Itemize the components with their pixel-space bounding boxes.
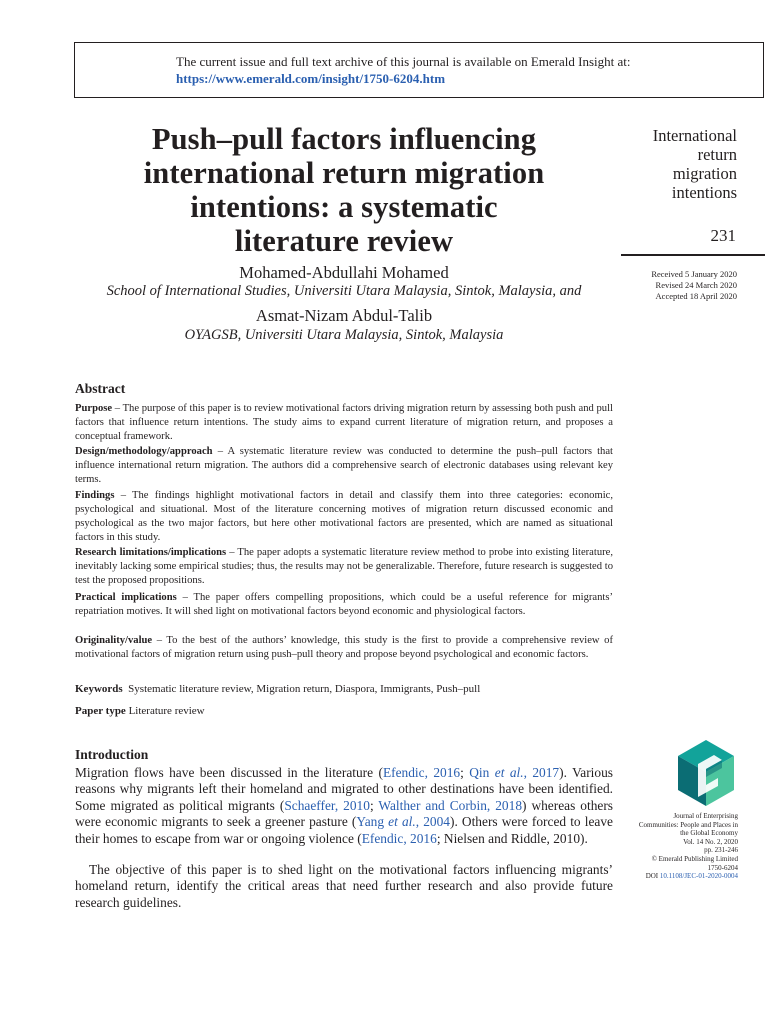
citation-part: , 2004 — [415, 814, 450, 830]
abstract-originality — [75, 634, 613, 662]
section-text: – The findings highlight motivational factors in detail and classify them into three categories: economic, psychological and situational. Most of the literature concerning motives of migration return discussed economic and psychological as the two major factors, but here other motivational factors are presented, which are named as situational factors in this study. — [75, 490, 613, 543]
author-affiliation: School of International Studies, Universiti Utara Malaysia, Sintok, Malaysia, and — [106, 283, 582, 299]
citation-link[interactable]: Efendic, 2016 — [361, 830, 437, 846]
keywords-text: Systematic literature review, Migration return, Diaspora, Immigrants, Push–pull — [128, 683, 481, 695]
keywords — [75, 683, 480, 695]
section-text: – A systematic literature review was conducted to determine the push–pull factors that influence international return migration. The authors did a comprehensive search of electronic databases using relevant key terms. — [75, 446, 613, 485]
margin-rule — [621, 254, 765, 256]
body-text: ). Others were forced to leave their homes to escape from war or ongoing violence ( — [75, 814, 613, 846]
journal-info-line: Communities: People and Places in — [638, 820, 738, 829]
running-title-line: intentions — [671, 183, 737, 202]
citation-link[interactable]: Walther and Corbin, 2018 — [378, 797, 523, 813]
doi-line — [596, 872, 738, 881]
author-affiliation: OYAGSB, Universiti Utara Malaysia, Sintok, Malaysia — [184, 327, 504, 343]
body-text: ) whereas others were economic migrants to seek a greener pasture ( — [75, 797, 614, 830]
section-text: – The paper offers compelling propositions, which could be a useful reference for migrants’ repatriation motives. It will shed light on motivational factors beyond economic and physiological factors. — [75, 592, 614, 617]
citation-part: et al. — [494, 765, 524, 780]
doi-label: DOI — [645, 872, 660, 881]
introduction-paragraph — [75, 765, 613, 847]
introduction-paragraph: The objective of this paper is to shed light on the motivational factors influencing migrants’ homeland return, identify the critical areas that need further research and also provide future research guidelines. — [75, 862, 613, 910]
received-date: Received 5 January 2020 — [651, 269, 737, 279]
running-title-line: return — [697, 145, 737, 164]
abstract-heading: Abstract — [75, 381, 126, 396]
citation-link[interactable] — [469, 765, 559, 780]
keywords-label: Keywords — [75, 683, 123, 695]
title-line: Push–pull factors influencing — [151, 122, 537, 156]
journal-url-link[interactable]: https://www.emerald.com/insight/1750-6204.htm — [176, 71, 446, 86]
submission-dates — [600, 269, 737, 302]
paper-type-text: Literature review — [128, 705, 205, 717]
section-text: – The paper adopts a systematic literature review method to probe into existing literature, inevitably lacking some empirical studies; thus, the results may not be generalizable. Therefore, future research is suggested to test the proposed propositions. — [75, 547, 613, 586]
journal-availability-box — [74, 42, 764, 98]
abstract-design — [75, 445, 613, 487]
journal-info-line: Vol. 14 No. 2, 2020 — [683, 837, 738, 846]
section-label: Purpose — [75, 403, 113, 414]
abstract-limitations — [75, 546, 613, 588]
abstract-purpose — [75, 402, 613, 444]
citation-part: , 2017 — [523, 765, 560, 780]
body-text: ; — [369, 797, 379, 813]
body-text: ; — [460, 765, 470, 780]
accepted-date: Accepted 18 April 2020 — [655, 291, 737, 301]
section-label: Research limitations/implications — [75, 547, 227, 558]
journal-info-line: the Global Economy — [680, 829, 738, 838]
body-text: Migration flows have been discussed in the literature ( — [75, 765, 383, 780]
journal-info-line: pp. 231-246 — [704, 846, 738, 855]
running-title-line: International — [652, 126, 737, 145]
citation-part: Yang — [356, 814, 389, 830]
running-title-line: migration — [672, 164, 737, 183]
title-line: literature review — [234, 224, 454, 258]
author-name: Mohamed-Abdullahi Mohamed — [239, 263, 449, 282]
introduction-heading: Introduction — [75, 747, 149, 762]
paper-title — [74, 122, 614, 258]
section-label: Practical implications — [75, 592, 177, 603]
paper-type — [75, 705, 205, 717]
citation-link[interactable]: Efendic, 2016 — [382, 765, 461, 780]
emerald-crossmark-icon — [676, 740, 736, 808]
abstract-findings — [75, 489, 613, 545]
section-text: – The purpose of this paper is to review motivational factors driving migration return by assessing both push and pull factors that influence return intentions. The study aims to expand current literature of migration return, and proposes a conceptual framework. — [75, 403, 613, 442]
abstract-practical — [75, 591, 613, 619]
body-text: ). Various reasons why migrants left their homeland and migrated to other destinations have been identified. Some migrated as political migrants ( — [75, 765, 613, 813]
citation-link[interactable] — [356, 814, 450, 829]
running-title — [604, 126, 737, 202]
paper-type-label: Paper type — [75, 705, 126, 717]
citation-part: et al. — [388, 814, 416, 830]
journal-info — [596, 812, 738, 881]
section-label: Design/methodology/approach — [75, 446, 213, 457]
title-line: intentions: a systematic — [190, 190, 498, 224]
section-label: Findings — [75, 490, 115, 501]
journal-info-line: 1750-6204 — [707, 863, 738, 872]
body-text: ; Nielsen and Riddle, 2010). — [436, 830, 588, 846]
author-name: Asmat-Nizam Abdul-Talib — [255, 306, 433, 325]
doi-link[interactable]: 10.1108/JEC-01-2020-0004 — [659, 872, 738, 881]
page-number: 231 — [710, 226, 736, 245]
section-label: Originality/value — [75, 635, 153, 646]
citation-link[interactable]: Schaeffer, 2010 — [284, 797, 370, 813]
title-line: international return migration — [143, 156, 545, 190]
journal-info-line: © Emerald Publishing Limited — [651, 854, 738, 863]
section-text: – To the best of the authors’ knowledge, this study is the first to provide a comprehensive review of motivational factors of migration return using push–pull theory and propose beyond psychological and economic factors. — [75, 635, 613, 660]
revised-date: Revised 24 March 2020 — [655, 280, 737, 290]
availability-text: The current issue and full text archive of this journal is available on Emerald Insight at: — [176, 54, 631, 69]
citation-part: Qin — [469, 765, 495, 780]
journal-info-line: Journal of Enterprising — [673, 812, 738, 820]
